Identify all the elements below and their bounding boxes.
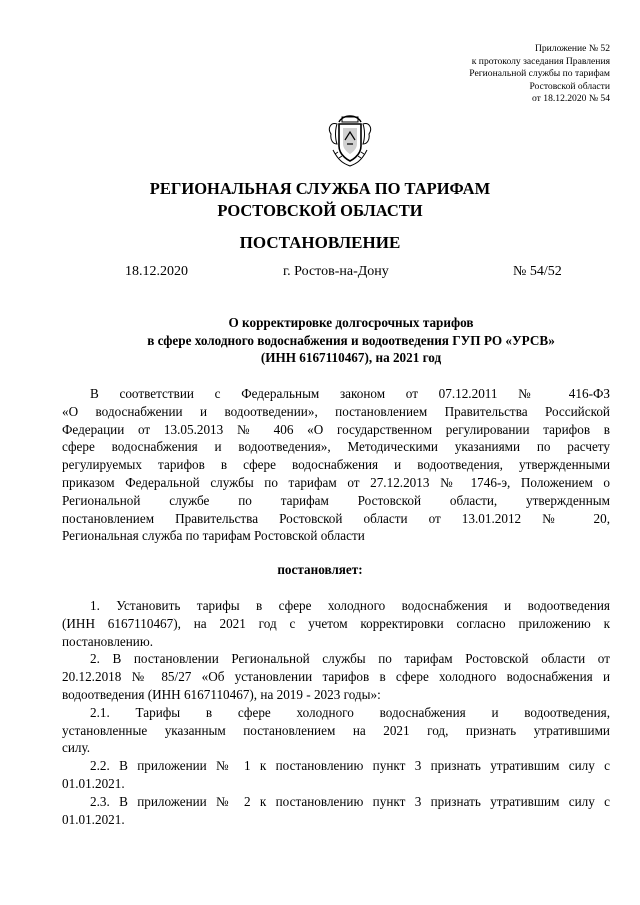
- appendix-line: Ростовской области: [529, 80, 610, 92]
- preamble-line: приказом Федеральной службы по тарифам от 27.12.2013 № 1746-э, Положением о: [62, 474, 610, 490]
- preamble-line: «О водоснабжении и водоотведении», постановлением Правительства Российской: [62, 403, 610, 419]
- appendix-line: к протоколу заседания Правления: [471, 55, 610, 67]
- item-line: силу.: [62, 740, 91, 756]
- decree-item-1: [62, 597, 610, 650]
- decree-item-2-2: [62, 757, 610, 793]
- appendix-line: Региональной службы по тарифам: [469, 68, 610, 80]
- document-date: 18.12.2020: [125, 264, 188, 279]
- item-line: 2. В постановлении Региональной службы по тарифам Ростовской области от: [90, 651, 610, 667]
- item-line: установленные указанным постановлением на 2021 год, признать утратившими: [62, 722, 610, 738]
- item-line: 2.2. В приложении № 1 к постановлению пункт 3 признать утратившим силу с: [90, 758, 610, 774]
- organization-name-line-1: РЕГИОНАЛЬНАЯ СЛУЖБА ПО ТАРИФАМ: [149, 179, 491, 198]
- subject-line: О корректировке долгосрочных тарифов: [228, 315, 474, 330]
- item-line: 2.3. В приложении № 2 к постановлению пункт 3 признать утратившим силу с: [90, 793, 610, 809]
- decree-item-2-1: [62, 704, 610, 757]
- resolves-heading: постановляет:: [277, 562, 363, 577]
- item-line: 01.01.2021.: [62, 775, 125, 791]
- item-line: (ИНН 6167110467), на 2021 год с учетом корректировки согласно приложению к: [62, 615, 610, 631]
- appendix-note: [469, 43, 610, 106]
- coat-of-arms-icon: [325, 110, 375, 170]
- item-line: 01.01.2021.: [62, 811, 125, 827]
- preamble-paragraph: [62, 385, 610, 545]
- decree-item-2: [62, 650, 610, 703]
- decree-item-2-3: [62, 793, 610, 829]
- preamble-line: сфере водоснабжения и водоотведения», Методическими указаниями по расчету: [62, 439, 610, 455]
- preamble-line: Региональная служба по тарифам Ростовской области: [62, 528, 365, 544]
- preamble-line: постановлением Правительства Ростовской области от 13.01.2012 № 20,: [62, 510, 610, 526]
- item-line: 2.1. Тарифы в сфере холодного водоснабжения и водоотведения,: [90, 704, 610, 720]
- document-number: № 54/52: [513, 264, 562, 279]
- preamble-line: Региональной службе по тарифам Ростовской области, утвержденным: [62, 492, 610, 508]
- preamble-line: В соответствии с Федеральным законом от 07.12.2011 № 416-ФЗ: [90, 386, 610, 401]
- item-line: постановлению.: [62, 633, 154, 649]
- decree-items: [62, 597, 610, 828]
- appendix-line: от 18.12.2020 № 54: [532, 93, 610, 105]
- item-line: водоотведения (ИНН 6167110467), на 2019 - 2023 годы»:: [62, 686, 381, 702]
- preamble-line: Федерации от 13.05.2013 № 406 «О государственном регулировании тарифов в: [62, 421, 610, 437]
- document-city: г. Ростов-на-Дону: [283, 264, 389, 279]
- document-subject: [62, 314, 640, 367]
- appendix-line: Приложение № 52: [534, 43, 610, 54]
- item-line: 20.12.2018 № 85/27 «Об установлении тарифов в сфере холодного водоснабжения и: [62, 669, 610, 685]
- organization-name-line-2: РОСТОВСКОЙ ОБЛАСТИ: [217, 201, 423, 220]
- subject-line: (ИНН 6167110467), на 2021 год: [260, 350, 442, 365]
- preamble-line: регулируемых тарифов в сфере водоснабжения и водоотведения, утвержденными: [62, 457, 610, 473]
- item-line: 1. Установить тарифы в сфере холодного водоснабжения и водоотведения: [90, 598, 610, 613]
- subject-line: в сфере холодного водоснабжения и водоотведения ГУП РО «УРСВ»: [147, 332, 555, 348]
- document-type-title: ПОСТАНОВЛЕНИЕ: [239, 233, 401, 252]
